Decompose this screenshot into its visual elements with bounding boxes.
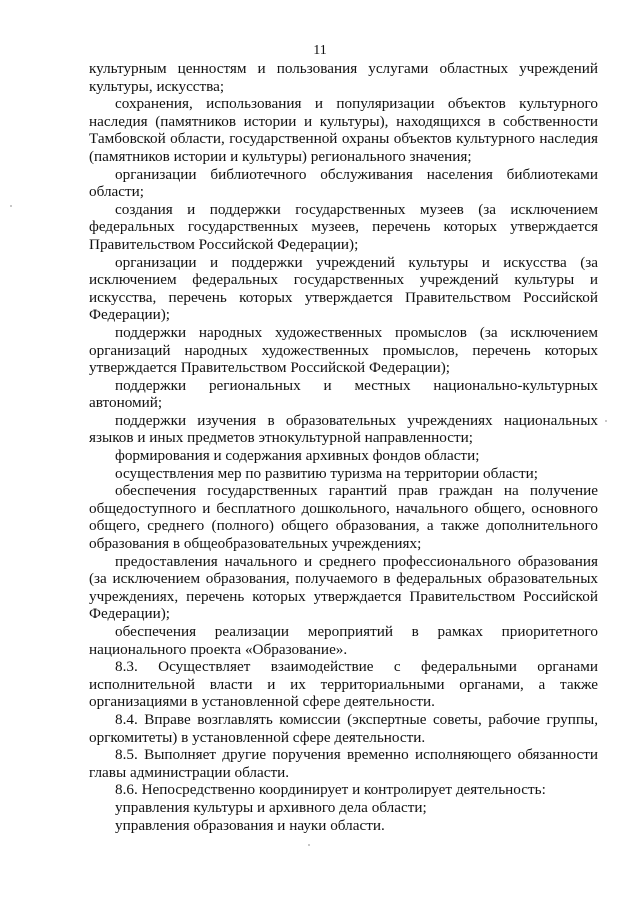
subordinate-culture-department: управления культуры и архивного дела области; [115,798,427,816]
paragraph-professional-education: предоставления начального и среднего профессионального образования (за исключением образования, получаемого в федеральных образовательных учреждениях, перечень которых утверждается Правительством Российской Федерации); [89,552,598,623]
paragraph-heritage-preservation: сохранения, использования и популяризации объектов культурного наследия (памятников истории и культуры), находящихся в собственности Тамбовской области, государственной охраны объектов культурного наследия (памятников истории и культуры) регионального значения; [89,95,598,165]
clause-8-3: 8.3. Осуществляет взаимодействие с федеральными органами исполнительной власти и их территориальными органами, а также организациями в установленной сфере деятельности. [89,658,598,711]
clause-8-4: 8.4. Вправе возглавлять комиссии (экспертные советы, рабочие группы, оргкомитеты) в установленной сфере деятельности. [89,710,598,746]
scan-speck [605,420,607,422]
clause-8-5: 8.5. Выполняет другие поручения временно исполняющего обязанности главы администрации области. [89,746,598,781]
page-number: 11 [313,43,327,58]
paragraph-education-project: обеспечения реализации мероприятий в рамках приоритетного национального проекта «Образование». [89,623,598,658]
paragraph-cultural-autonomies: поддержки региональных и местных национально-культурных автономий; [89,376,598,412]
clause-8-6: 8.6. Непосредственно координирует и контролирует деятельность: [115,781,546,799]
paragraph-culture-institutions: организации и поддержки учреждений культуры и искусства (за исключением федеральных государственных учреждений культуры и искусства, перечень которых утверждается Правительством Российской Федерации); [89,253,598,324]
paragraph-general-education: обеспечения государственных гарантий прав граждан на получение общедоступного и бесплатного дошкольного, начального общего, основного общего, среднего (полного) общего образования, а также дополнительного образования в общеобразовательных учреждениях; [89,482,598,553]
scan-speck [308,844,310,846]
document-body [89,60,598,834]
paragraph-archive-funds: формирования и содержания архивных фондов области; [115,447,480,465]
paragraph-state-museums: создания и поддержки государственных музеев (за исключением федеральных государственных музеев, перечень которых утверждается Правительством Российской Федерации); [89,200,598,253]
subordinate-education-department: управления образования и науки области. [115,816,385,834]
paragraph-folk-crafts: поддержки народных художественных промыслов (за исключением организаций народных художественных промыслов, перечень которых утверждается Правительством Российской Федерации); [89,323,598,377]
paragraph-library-services: организации библиотечного обслуживания населения библиотеками области; [89,165,598,201]
scan-speck [10,205,12,207]
paragraph-continuation: культурным ценностям и пользования услугами областных учреждений культуры, искусства; [89,60,598,95]
paragraph-national-languages: поддержки изучения в образовательных учреждениях национальных языков и иных предметов этнокультурной направленности; [89,411,598,447]
paragraph-tourism: осуществления мер по развитию туризма на территории области; [115,464,539,482]
